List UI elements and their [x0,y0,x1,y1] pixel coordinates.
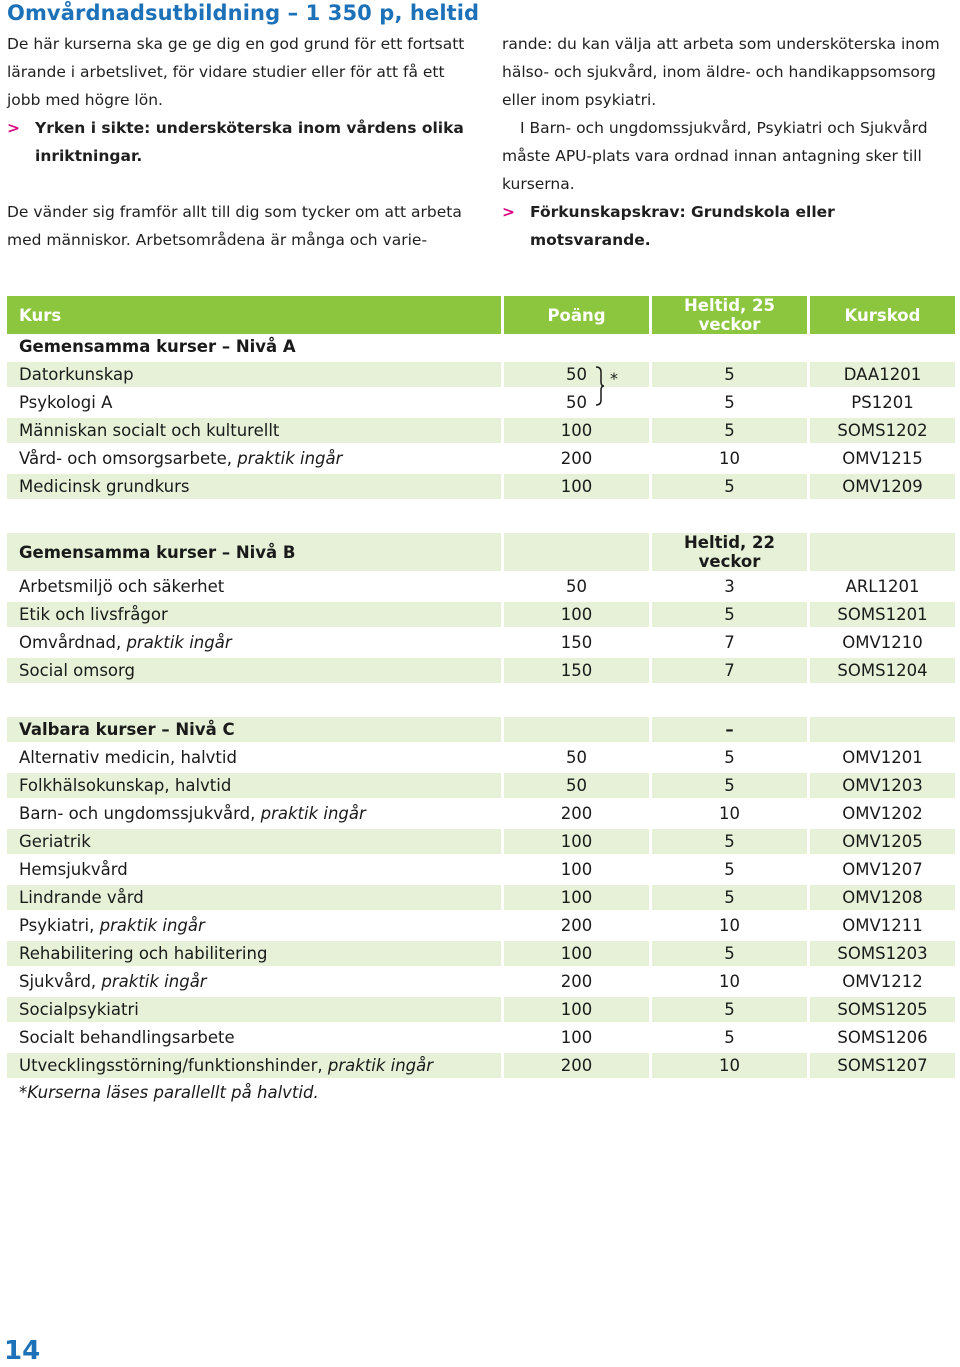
course-code: OMV1209 [810,474,955,502]
course-points: 150 [504,630,649,658]
table-row [7,913,955,941]
course-weeks: 10 [652,446,807,474]
course-weeks: 5 [652,1025,807,1053]
section-a-heading [7,334,955,362]
table-row [7,1053,955,1081]
course-name: Rehabilitering och habilitering [7,941,501,969]
course-name: Vård- och omsorgsarbete, praktik ingår [7,446,501,474]
course-code: OMV1201 [810,745,955,773]
table-row [7,885,955,913]
course-points: 200 [504,913,649,941]
course-weeks: 10 [652,969,807,997]
table-row [7,418,955,446]
table-row [7,446,955,474]
table-row [7,362,955,390]
course-weeks: 5 [652,829,807,857]
course-weeks: 5 [652,997,807,1025]
course-code: SOMS1207 [810,1053,955,1081]
intro-paragraph-2: De vänder sig framför allt till dig som tycker om att arbeta med människor. Arbetsområdena är många och varie- [7,203,462,249]
course-code: OMV1215 [810,446,955,474]
table-header-row [7,296,955,334]
course-weeks: 5 [652,474,807,502]
course-code: SOMS1203 [810,941,955,969]
course-name: Lindrande vård [7,885,501,913]
course-name: Hemsjukvård [7,857,501,885]
course-name: Folkhälsokunskap, halvtid [7,773,501,801]
brace-icon [595,366,605,406]
bullet-careers-text: Yrken i sikte: undersköterska inom vårdens olika inriktningar. [35,119,464,165]
footnote: *Kurserna läses parallellt på halvtid. [7,1081,955,1106]
course-weeks: 10 [652,801,807,829]
table-row [7,602,955,630]
table-row [7,941,955,969]
page-title: Omvårdnadsutbildning – 1 350 p, heltid [7,1,480,25]
footnote-row [7,1081,955,1106]
table-row [7,997,955,1025]
intro-right-column [502,30,957,254]
course-weeks: 10 [652,1053,807,1081]
course-name: Människan socialt och kulturellt [7,418,501,446]
arrow-bullet-icon: > [502,203,515,221]
bullet-prerequisites [502,198,957,254]
course-weeks: 5 [652,773,807,801]
course-points: 50 [504,574,649,602]
course-points: 200 [504,969,649,997]
table-row [7,969,955,997]
section-title: Gemensamma kurser – Nivå A [7,334,501,362]
header-heltid: Heltid, 25 veckor [652,296,807,334]
section-title: Valbara kurser – Nivå C [7,717,501,745]
course-code: OMV1207 [810,857,955,885]
course-weeks: 5 [652,857,807,885]
intro-left-column [7,30,482,254]
course-weeks: 3 [652,574,807,602]
course-weeks: 5 [652,745,807,773]
bullet-careers [7,114,482,170]
table-row [7,474,955,502]
table-row [7,574,955,602]
table-row [7,773,955,801]
course-points: 50 [504,773,649,801]
course-points: 100 [504,418,649,446]
course-points: 100 [504,602,649,630]
course-code: OMV1211 [810,913,955,941]
course-name: Psykologi A [7,390,501,418]
course-name: Alternativ medicin, halvtid [7,745,501,773]
course-points: 150 [504,658,649,686]
table-row [7,1025,955,1053]
course-points: 100 [504,474,649,502]
course-name: Etik och livsfrågor [7,602,501,630]
section-c-heading [7,717,955,745]
course-code: ARL1201 [810,574,955,602]
course-name: Omvårdnad, praktik ingår [7,630,501,658]
course-name: Socialpsykiatri [7,997,501,1025]
course-code: SOMS1205 [810,997,955,1025]
course-weeks: 5 [652,885,807,913]
course-name: Geriatrik [7,829,501,857]
course-weeks: 5 [652,602,807,630]
intro-paragraph-3: rande: du kan välja att arbeta som undersköterska inom hälso- och sjukvård, inom äldre- och handikappsomsorg eller inom psykiatri. [502,35,940,109]
header-kurskod: Kurskod [810,296,955,334]
course-points: 200 [504,801,649,829]
course-points: 50 * [504,362,649,390]
table-row [7,630,955,658]
intro-paragraph-1: De här kurserna ska ge ge dig en god grund för ett fortsatt lärande i arbetslivet, för vidare studier eller för att få ett jobb med högre lön. [7,35,465,109]
course-name: Datorkunskap [7,362,501,390]
arrow-bullet-icon: > [7,119,20,137]
course-points: 200 [504,1053,649,1081]
course-weeks: 10 [652,913,807,941]
course-code: OMV1202 [810,801,955,829]
course-code: DAA1201 [810,362,955,390]
course-table [4,296,958,1106]
course-points: 100 [504,857,649,885]
course-name: Socialt behandlingsarbete [7,1025,501,1053]
course-points: 200 [504,446,649,474]
course-name: Utvecklingsstörning/funktionshinder, praktik ingår [7,1053,501,1081]
course-name: Sjukvård, praktik ingår [7,969,501,997]
course-code: OMV1212 [810,969,955,997]
course-points: 50 [504,745,649,773]
course-points: 100 [504,885,649,913]
course-points: 100 [504,997,649,1025]
course-weeks: 7 [652,658,807,686]
course-name: Arbetsmiljö och säkerhet [7,574,501,602]
section-duration: – [652,717,807,745]
course-weeks: 5 [652,362,807,390]
course-weeks: 5 [652,941,807,969]
course-points: 100 [504,829,649,857]
course-code: OMV1208 [810,885,955,913]
course-points: 50 [504,390,649,418]
page-number: 14 [4,1336,41,1366]
course-code: OMV1205 [810,829,955,857]
course-code: OMV1210 [810,630,955,658]
header-poang: Poäng [504,296,649,334]
section-title: Gemensamma kurser – Nivå B [7,533,501,574]
course-points: 100 [504,1025,649,1053]
section-duration: Heltid, 22 veckor [652,533,807,574]
course-name: Psykiatri, praktik ingår [7,913,501,941]
table-row [7,390,955,418]
course-weeks: 5 [652,390,807,418]
course-points: 100 [504,941,649,969]
course-code: PS1201 [810,390,955,418]
table-row [7,829,955,857]
header-kurs: Kurs [7,296,501,334]
course-name: Barn- och ungdomssjukvård, praktik ingår [7,801,501,829]
table-row [7,801,955,829]
bullet-prerequisites-text: Förkunskapskrav: Grundskola eller motsvarande. [530,203,835,249]
intro-paragraph-4: I Barn- och ungdomssjukvård, Psykiatri och Sjukvård måste APU-plats vara ordnad innan antagning sker till kurserna. [502,119,928,193]
course-code: SOMS1206 [810,1025,955,1053]
course-code: SOMS1204 [810,658,955,686]
course-weeks: 7 [652,630,807,658]
course-code: SOMS1202 [810,418,955,446]
table-row [7,857,955,885]
table-row [7,658,955,686]
course-code: SOMS1201 [810,602,955,630]
course-name: Social omsorg [7,658,501,686]
table-row [7,745,955,773]
section-b-heading [7,533,955,574]
parallel-marker: * [610,369,618,388]
course-code: OMV1203 [810,773,955,801]
course-weeks: 5 [652,418,807,446]
course-name: Medicinsk grundkurs [7,474,501,502]
